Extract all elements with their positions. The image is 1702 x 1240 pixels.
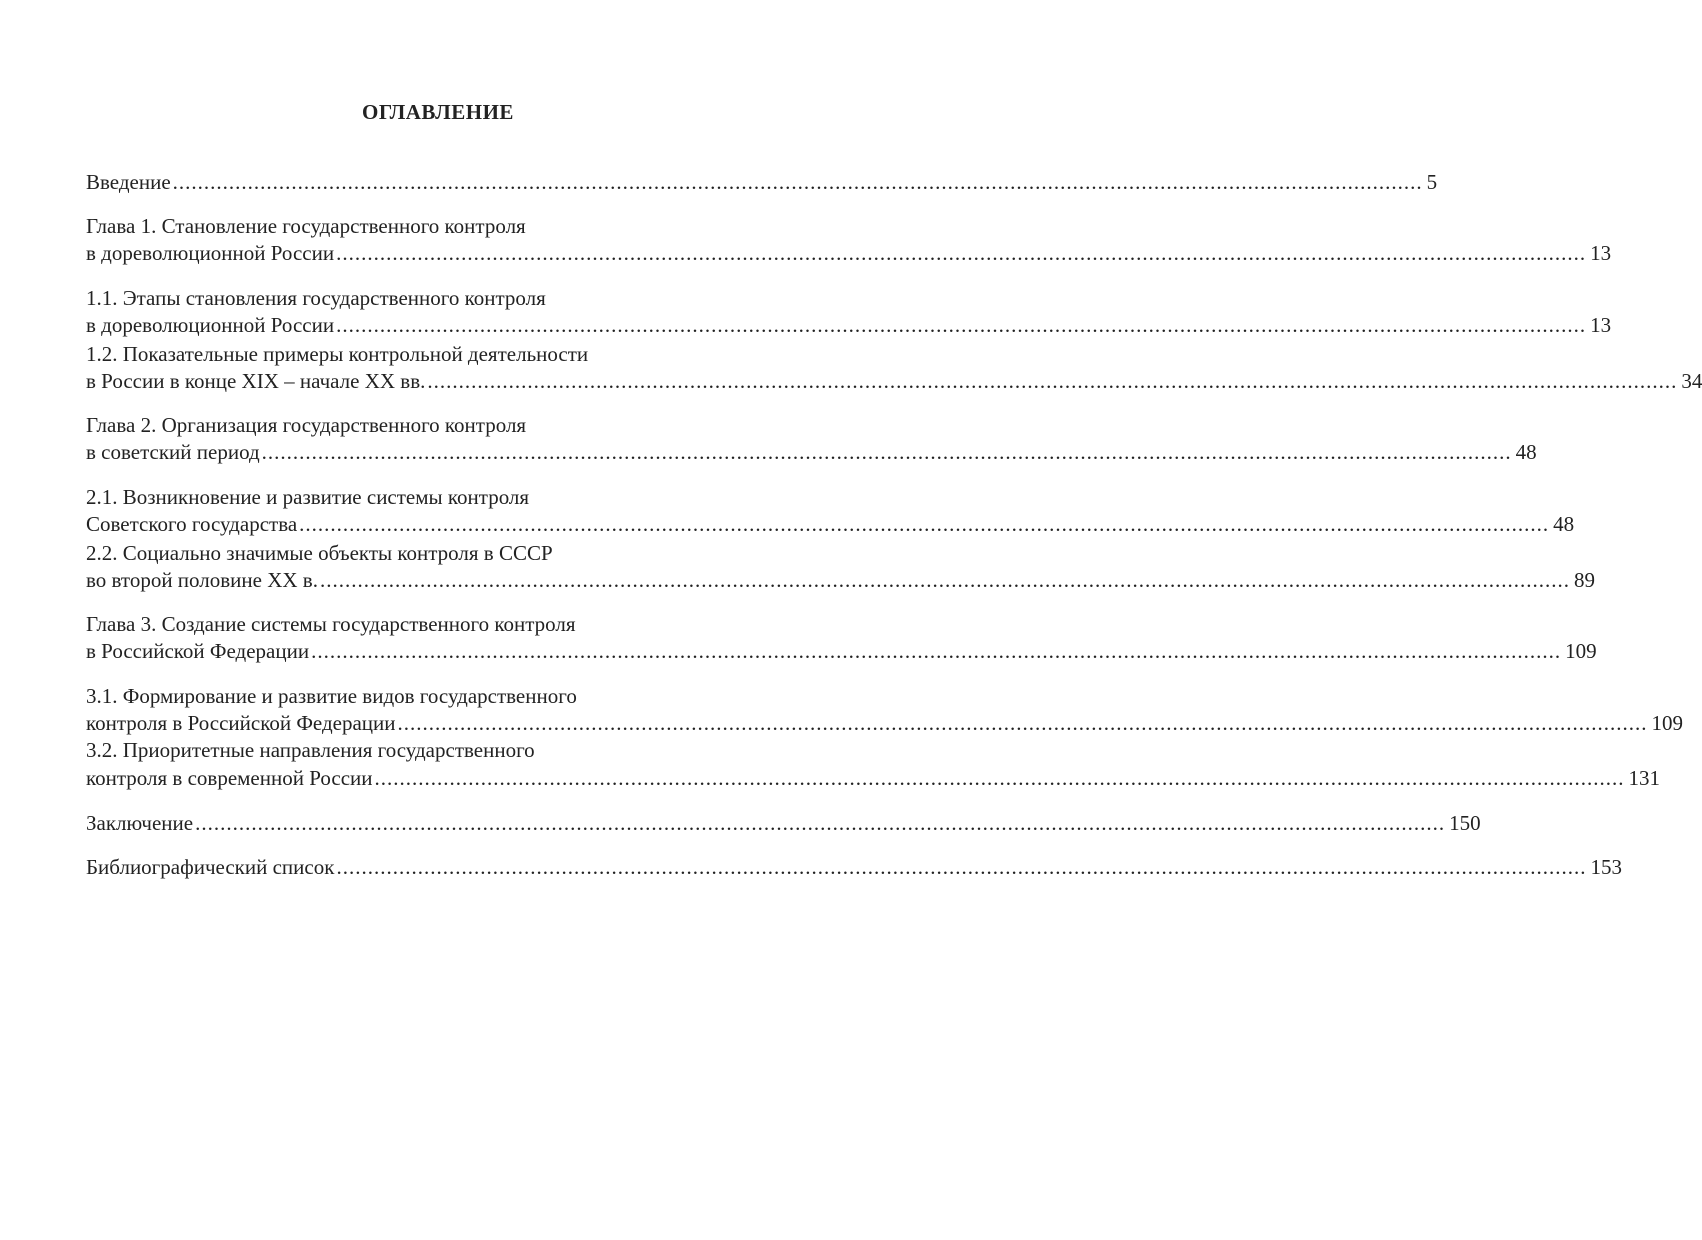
toc-entry-title-cont: контроля в Российской Федерации [86, 711, 396, 735]
toc-entry-chapter-2-line-2[interactable] [86, 438, 1537, 466]
toc-entry-title: Глава 1. Становление государственного контроля [86, 214, 526, 238]
toc-leader-dots: ........................................................................................................................................................................................................ [172, 170, 1423, 194]
toc-page-number: 13 [1590, 241, 1612, 265]
toc-leader-dots: ........................................................................................................................................................................................................ [261, 440, 1512, 464]
toc-leader-dots: ........................................................................................................................................................................................................ [336, 313, 1587, 337]
toc-page-number: 153 [1590, 855, 1622, 879]
toc-leader-dots: ........................................................................................................................................................................................................ [374, 766, 1625, 790]
toc-leader-dots: ........................................................................................................................................................................................................ [336, 241, 1587, 265]
toc-leader-dots: ........................................................................................................................................................................................................ [336, 855, 1587, 879]
toc-entry-title: Введение [86, 170, 171, 194]
toc-entry-conclusion[interactable] [86, 809, 1481, 837]
toc-entry-title-cont: в дореволюционной России [86, 313, 335, 337]
toc-entry-introduction[interactable] [86, 168, 1438, 196]
toc-entry-section-3-2-line-2[interactable] [86, 764, 1661, 792]
toc-leader-dots: ........................................................................................................................................................................................................ [427, 369, 1678, 393]
toc-entry-section-1-1-line-2[interactable] [86, 311, 1612, 339]
toc-entry-title: 2.2. Социально значимые объекты контроля в СССР [86, 541, 553, 565]
toc-page-number: 109 [1651, 711, 1684, 735]
toc-leader-dots: ........................................................................................................................................................................................................ [319, 568, 1570, 592]
toc-entry-title: Глава 3. Создание системы государственного контроля [86, 612, 576, 636]
toc-leader-dots: ........................................................................................................................................................................................................ [299, 512, 1550, 536]
toc-entry-title: Глава 2. Организация государственного контроля [86, 413, 527, 437]
toc-leader-dots: ........................................................................................................................................................................................................ [311, 639, 1562, 663]
toc-entry-title: 1.1. Этапы становления государственного контроля [86, 286, 546, 310]
toc-page-number: 34 [1681, 369, 1702, 393]
toc-entry-title-cont: в советский период [86, 440, 260, 464]
toc-entry-section-2-1-line-1[interactable] [86, 483, 734, 511]
toc-page-number: 89 [1573, 568, 1595, 592]
toc-entry-title-cont: во второй половине XX в. [86, 568, 318, 592]
toc-page-number: 131 [1628, 766, 1661, 790]
toc-entry-chapter-3-line-1[interactable] [86, 610, 734, 638]
toc-leader-dots: ........................................................................................................................................................................................................ [397, 711, 1648, 735]
toc-entry-title-cont: в Российской Федерации [86, 639, 310, 663]
toc-entry-section-3-2-line-1[interactable] [86, 736, 734, 764]
toc-entry-title-cont: в дореволюционной России [86, 241, 335, 265]
toc-leader-dots: ........................................................................................................................................................................................................ [195, 811, 1446, 835]
toc-page-number: 48 [1553, 512, 1575, 536]
toc-entry-title: Заключение [86, 811, 194, 835]
toc-entry-title: 1.2. Показательные примеры контрольной деятельности [86, 342, 589, 366]
page-title: ОГЛАВЛЕНИЕ [362, 100, 514, 124]
toc-entry-title: 2.1. Возникновение и развитие системы контроля [86, 485, 530, 509]
toc-entry-bibliography[interactable] [86, 853, 1622, 881]
toc-entry-section-1-1-line-1[interactable] [86, 284, 734, 312]
toc-entry-title: 3.1. Формирование и развитие видов государственного [86, 684, 577, 708]
toc-entry-section-3-1-line-2[interactable] [86, 709, 1684, 737]
toc-entry-chapter-1-line-1[interactable] [86, 212, 734, 240]
toc-entry-title-cont: в России в конце XIX – начале XX вв. [86, 369, 426, 393]
toc-page-number: 109 [1565, 639, 1597, 663]
toc-page-number: 48 [1515, 440, 1537, 464]
toc-entry-section-1-2-line-1[interactable] [86, 340, 734, 368]
toc-entry-title: 3.2. Приоритетные направления государственного [86, 738, 535, 762]
toc-entry-section-2-1-line-2[interactable] [86, 510, 1575, 538]
toc-entry-section-2-2-line-2[interactable] [86, 566, 1595, 594]
toc-page-number: 5 [1426, 170, 1438, 194]
toc-entry-chapter-1-line-2[interactable] [86, 239, 1612, 267]
toc-page-number: 150 [1449, 811, 1481, 835]
toc-entry-chapter-2-line-1[interactable] [86, 411, 734, 439]
toc-entry-section-2-2-line-1[interactable] [86, 539, 734, 567]
toc-entry-chapter-3-line-2[interactable] [86, 637, 1597, 665]
toc-entry-section-3-1-line-1[interactable] [86, 682, 734, 710]
toc-page-number: 13 [1590, 313, 1612, 337]
toc-entry-section-1-2-line-2[interactable] [86, 367, 1702, 395]
toc-entry-title-cont: Советского государства [86, 512, 298, 536]
toc-entry-title: Библиографический список [86, 855, 335, 879]
toc-entry-title-cont: контроля в современной России [86, 766, 373, 790]
